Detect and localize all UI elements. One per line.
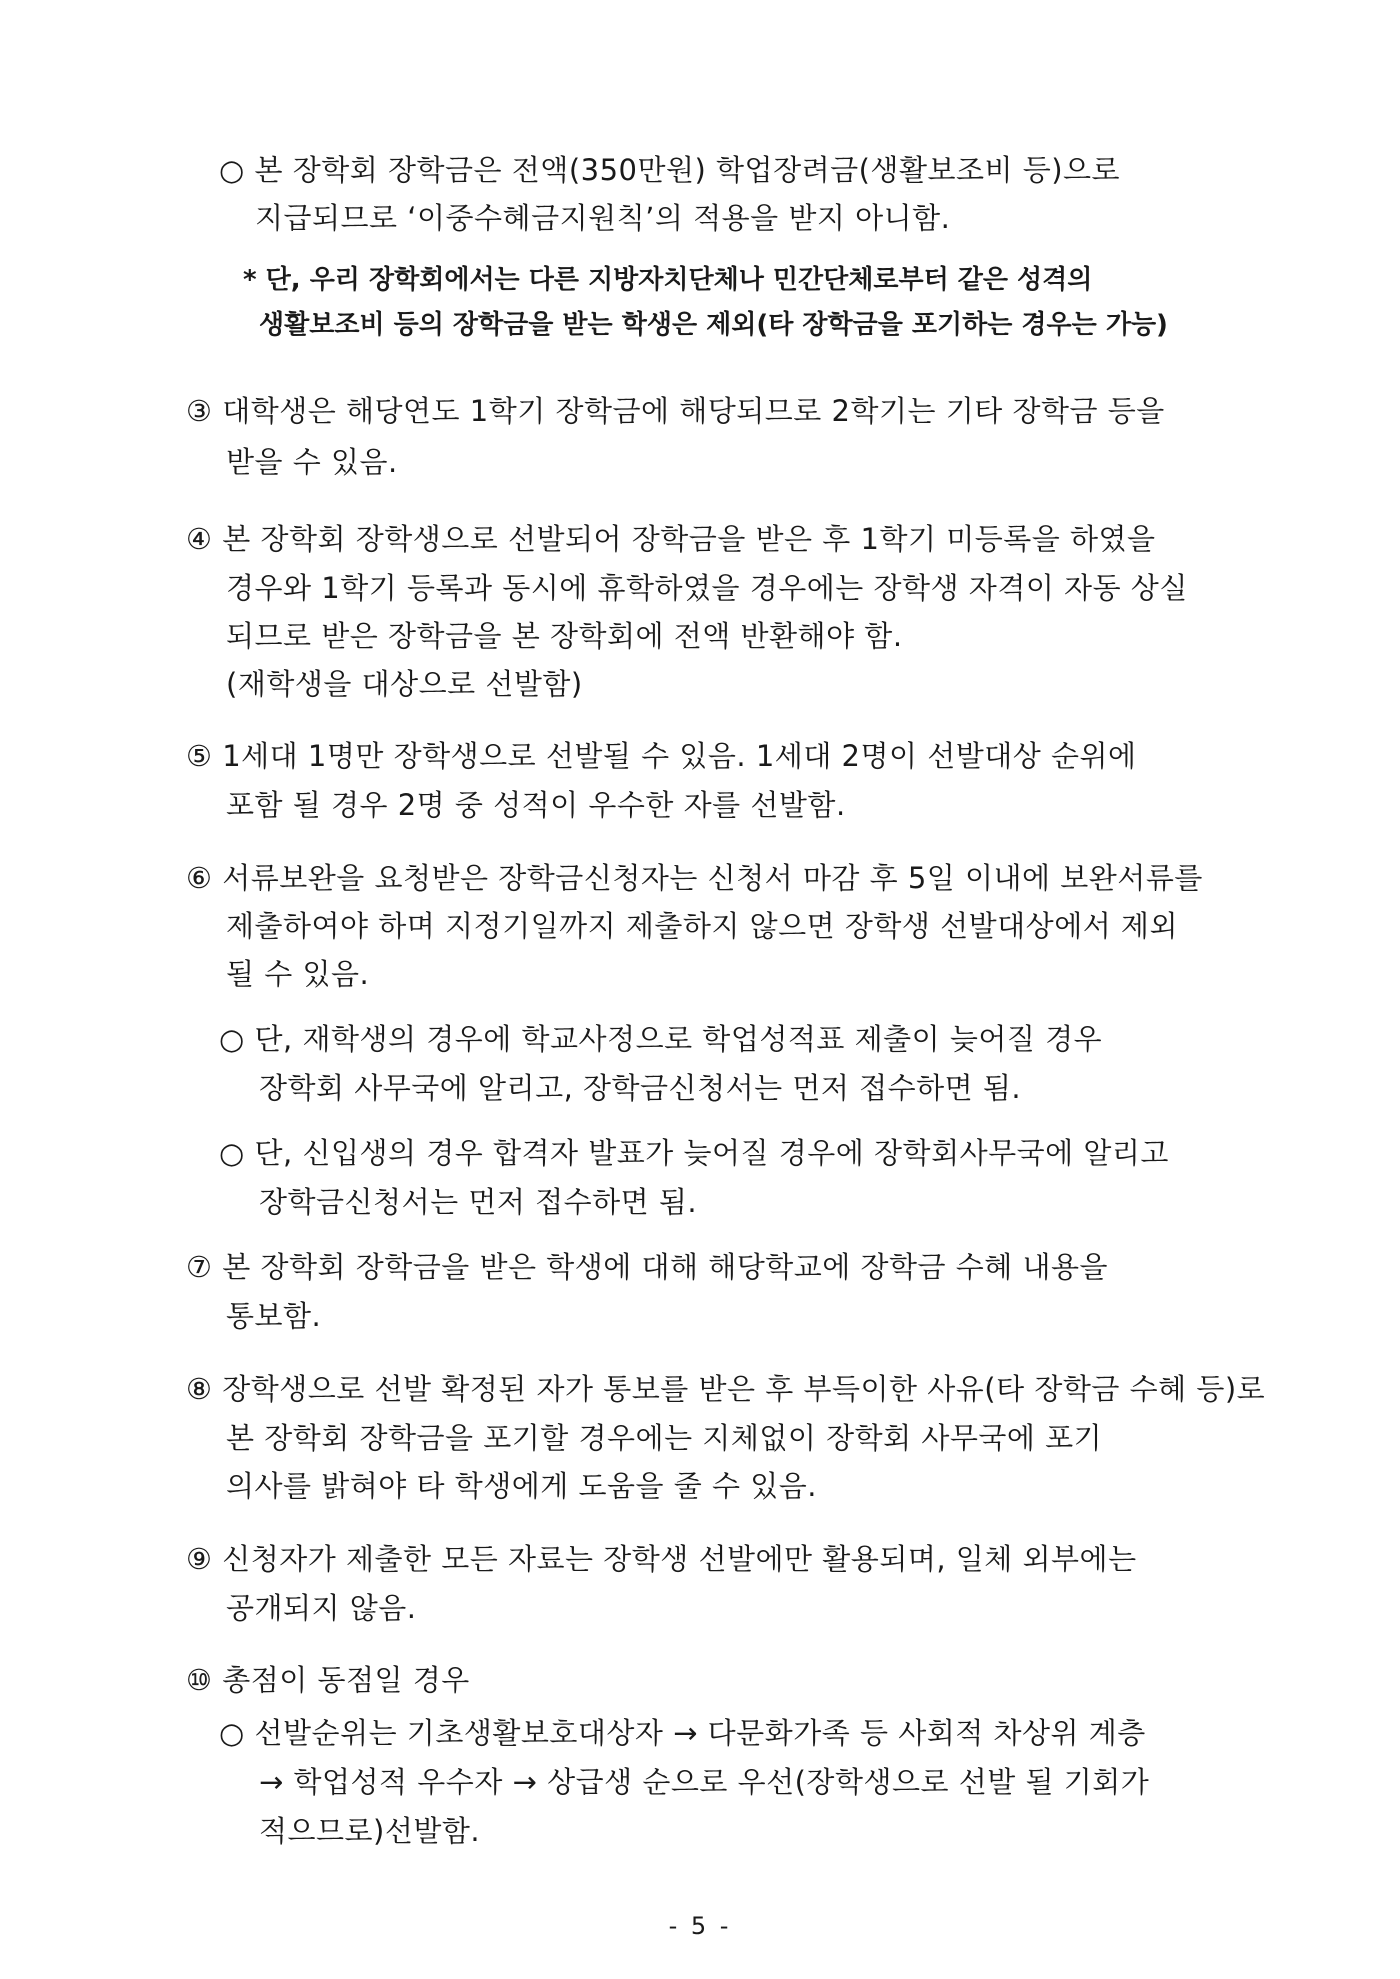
text-line: ⑧ 장학생으로 선발 확정된 자가 통보를 받은 후 부득이한 사유(타 장학금 수혜 등)로 — [186, 1372, 1266, 1406]
text-line: 경우와 1학기 등록과 동시에 휴학하였을 경우에는 장학생 자격이 자동 상실 — [226, 571, 1188, 605]
text-line: 의사를 밝혀야 타 학생에게 도움을 줄 수 있음. — [226, 1469, 817, 1503]
text-line: 제출하여야 하며 지정기일까지 제출하지 않으면 장학생 선발대상에서 제외 — [226, 909, 1178, 943]
text-line: 포함 될 경우 2명 중 성적이 우수한 자를 선발함. — [226, 788, 846, 822]
text-line: (재학생을 대상으로 선발함) — [226, 667, 583, 701]
text-line: ⑥ 서류보완을 요청받은 장학금신청자는 신청서 마감 후 5일 이내에 보완서류를 — [186, 861, 1203, 895]
text-line: ○ 선발순위는 기초생활보호대상자 → 다문화가족 등 사회적 차상위 계층 — [219, 1716, 1146, 1750]
text-line: 될 수 있음. — [226, 957, 370, 991]
text-line: ④ 본 장학회 장학생으로 선발되어 장학금을 받은 후 1학기 미등록을 하였을 — [186, 522, 1156, 556]
text-line: → 학업성적 우수자 → 상급생 순으로 우선(장학생으로 선발 될 기회가 — [259, 1765, 1150, 1799]
text-line: ○ 본 장학회 장학금은 전액(350만원) 학업장려금(생활보조비 등)으로 — [219, 153, 1121, 187]
text-line: 공개되지 않음. — [226, 1591, 417, 1625]
text-line: 되므로 받은 장학금을 본 장학회에 전액 반환해야 함. — [226, 619, 903, 653]
text-line: 장학금신청서는 먼저 접수하면 됨. — [259, 1185, 698, 1219]
text-line: ③ 대학생은 해당연도 1학기 장학금에 해당되므로 2학기는 기타 장학금 등을 — [186, 394, 1165, 428]
text-line: 지급되므로 ‘이중수혜금지원칙’의 적용을 받지 아니함. — [255, 201, 951, 235]
text-line: 통보함. — [226, 1299, 322, 1333]
text-line: ⑩ 총점이 동점일 경우 — [186, 1663, 470, 1697]
text-line: 장학회 사무국에 알리고, 장학금신청서는 먼저 접수하면 됨. — [259, 1071, 1022, 1105]
text-line: 받을 수 있음. — [226, 445, 398, 479]
text-line: ○ 단, 신입생의 경우 합격자 발표가 늦어질 경우에 장학회사무국에 알리고 — [219, 1136, 1169, 1170]
text-line: 본 장학회 장학금을 포기할 경우에는 지체없이 장학회 사무국에 포기 — [226, 1421, 1103, 1455]
text-line: ⑤ 1세대 1명만 장학생으로 선발될 수 있음. 1세대 2명이 선발대상 순위에 — [186, 739, 1137, 773]
text-line: ⑦ 본 장학회 장학금을 받은 학생에 대해 해당학교에 장학금 수혜 내용을 — [186, 1250, 1109, 1284]
text-line: ○ 단, 재학생의 경우에 학교사정으로 학업성적표 제출이 늦어질 경우 — [219, 1022, 1103, 1056]
note-line: 생활보조비 등의 장학금을 받는 학생은 제외(타 장학금을 포기하는 경우는 가능) — [259, 310, 1168, 340]
page-number: - 5 - — [668, 1912, 732, 1940]
note-line: * 단, 우리 장학회에서는 다른 지방자치단체나 민간단체로부터 같은 성격의 — [243, 265, 1093, 295]
text-line: 적으므로)선발함. — [259, 1814, 481, 1848]
text-line: ⑨ 신청자가 제출한 모든 자료는 장학생 선발에만 활용되며, 일체 외부에는 — [186, 1542, 1137, 1576]
